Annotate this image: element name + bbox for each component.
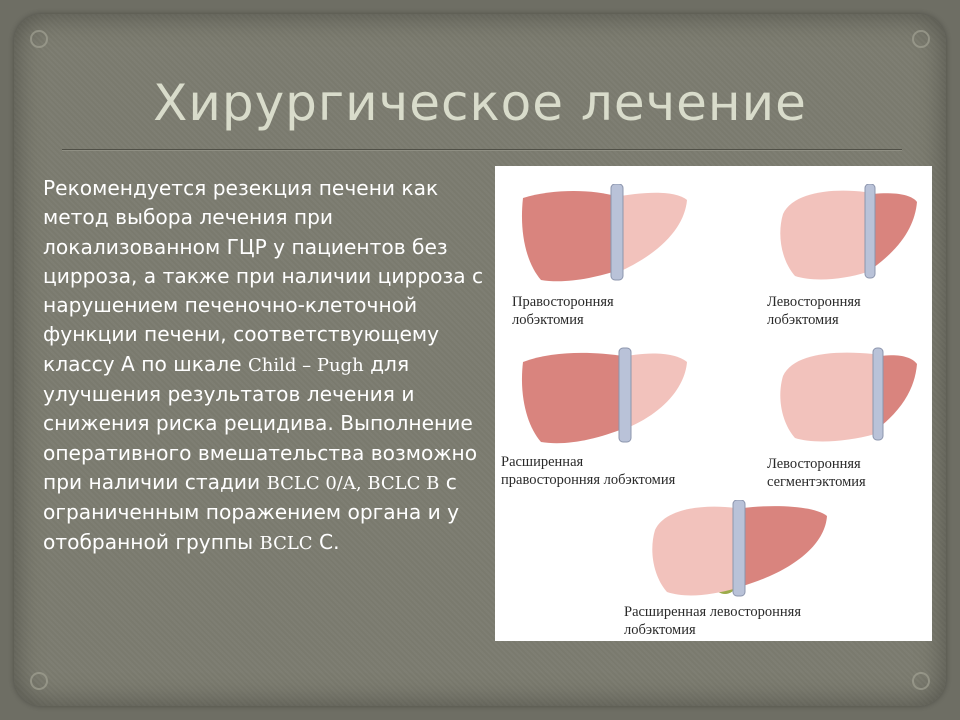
bclc-stages-term: BCLC 0/A, BCLC B bbox=[266, 472, 440, 494]
corner-ornament bbox=[30, 672, 48, 690]
caption-line: правосторонняя лобэктомия bbox=[501, 471, 676, 488]
caption-extended-right-lobectomy bbox=[501, 454, 675, 489]
clamp-shape bbox=[611, 184, 623, 280]
body-text-part: Рекомендуется резекция печени как метод выбора лечения при локализованном ГЦР у пациентов без цирроза, а также при наличии цирроза с нарушением печеночно-клеточной функции печени, соответствующему классу А по шкале bbox=[43, 176, 484, 376]
caption-extended-left-lobectomy bbox=[624, 604, 801, 639]
caption-line: Расширенная bbox=[501, 454, 584, 470]
clamp-shape bbox=[619, 348, 631, 442]
liver-remaining-part bbox=[780, 353, 875, 442]
slide-body-text bbox=[43, 174, 501, 558]
caption-left-segmentectomy bbox=[767, 456, 866, 491]
liver-extended-left-lobectomy-illustration bbox=[645, 500, 835, 604]
liver-resected-part bbox=[873, 193, 917, 268]
clamp-shape bbox=[865, 184, 875, 278]
clamp-shape bbox=[873, 348, 883, 440]
liver-extended-right-lobectomy-illustration bbox=[515, 346, 695, 450]
caption-line: лобэктомия bbox=[624, 621, 696, 638]
body-text-part: С. bbox=[312, 529, 340, 554]
caption-left-lobectomy bbox=[767, 294, 861, 329]
corner-ornament bbox=[30, 30, 48, 48]
liver-left-lobectomy-illustration bbox=[773, 184, 923, 288]
caption-line: лобэктомия bbox=[767, 311, 839, 328]
liver-resected-part bbox=[881, 355, 917, 426]
liver-remaining-part bbox=[621, 193, 687, 270]
title-divider bbox=[62, 149, 902, 151]
liver-right-lobectomy-illustration bbox=[515, 184, 695, 288]
liver-resected-part bbox=[522, 353, 626, 443]
liver-remaining-part bbox=[627, 354, 687, 428]
liver-resected-part bbox=[743, 506, 827, 586]
corner-ornament bbox=[912, 30, 930, 48]
caption-line: Правосторонняя bbox=[512, 294, 614, 310]
slide-title: Хирургическое лечение bbox=[153, 74, 807, 132]
caption-line: лобэктомия bbox=[512, 311, 584, 328]
corner-ornament bbox=[912, 672, 930, 690]
body-text-part: для улучшения результатов лечения и снижения риска рецидива. Выполнение оперативного вмешательства возможно при наличии стадии bbox=[43, 351, 478, 494]
child-pugh-term: Child – Pugh bbox=[248, 354, 364, 376]
body-text-part: с ограниченным поражением органа и у отобранной группы bbox=[43, 469, 460, 554]
bclc-c-term: BCLC bbox=[259, 532, 313, 554]
liver-resected-part bbox=[522, 191, 619, 281]
caption-right-lobectomy bbox=[512, 294, 614, 329]
caption-line: Расширенная левосторонняя bbox=[624, 604, 802, 620]
caption-line: сегментэктомия bbox=[767, 473, 866, 490]
liver-remaining-part bbox=[652, 507, 737, 596]
caption-line: Левосторонняя bbox=[767, 456, 861, 472]
caption-line: Левосторонняя bbox=[767, 294, 861, 310]
clamp-shape bbox=[733, 500, 745, 596]
liver-remaining-part bbox=[780, 191, 867, 280]
liver-resection-figure bbox=[495, 166, 932, 641]
liver-left-segmentectomy-illustration bbox=[773, 346, 923, 450]
